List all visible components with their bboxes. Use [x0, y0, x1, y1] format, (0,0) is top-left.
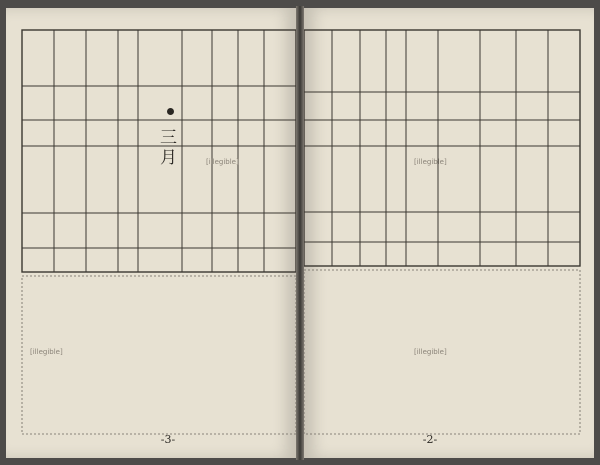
illegible-text-note: [illegible] [206, 158, 239, 166]
right-schedule-table [304, 8, 594, 458]
left-page [6, 8, 296, 458]
right-page-number: -2- [422, 433, 438, 446]
illegible-text-note: [illegible] [414, 348, 447, 356]
section-dot-icon [167, 108, 174, 115]
illegible-text-note: [illegible] [414, 158, 447, 166]
month-marker: 三月 [156, 128, 176, 168]
illegible-text-note: [illegible] [30, 348, 63, 356]
left-schedule-table [6, 8, 296, 458]
right-page [304, 8, 594, 458]
left-page-number: -3- [160, 433, 176, 446]
book-gutter [296, 6, 304, 460]
